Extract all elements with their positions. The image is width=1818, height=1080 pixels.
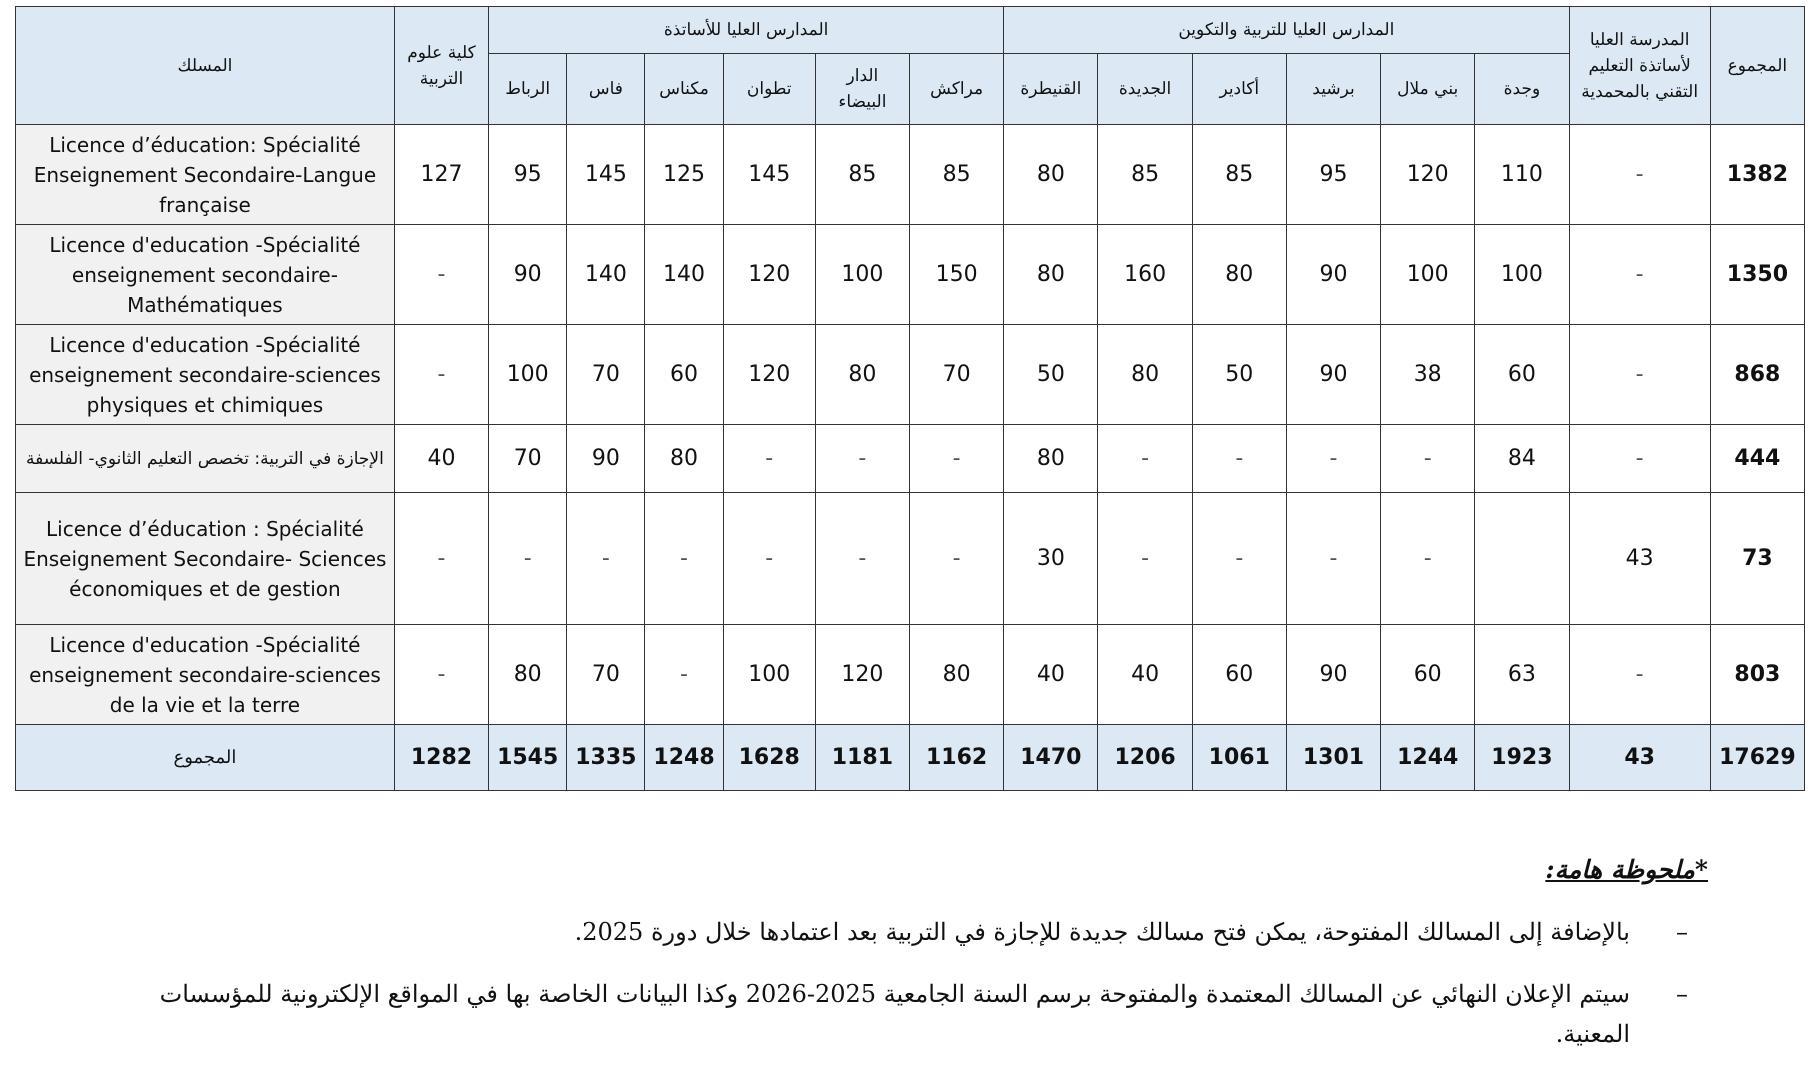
cell-ensef: 100 — [1381, 225, 1475, 325]
cell-ensef: 110 — [1475, 125, 1569, 225]
cell-ensef: 80 — [1004, 125, 1098, 225]
sum-ensef: 1923 — [1475, 725, 1569, 791]
header-city: مراكش — [910, 54, 1004, 125]
cell-faculty: 40 — [394, 425, 488, 493]
cell-ens: 70 — [567, 325, 645, 425]
sum-ens: 1335 — [567, 725, 645, 791]
cell-mohammedia: - — [1569, 625, 1710, 725]
cell-mohammedia: - — [1569, 125, 1710, 225]
cell-ens: - — [489, 493, 567, 625]
cell-ens: 70 — [910, 325, 1004, 425]
cell-ens: - — [645, 493, 723, 625]
cell-ensef: 60 — [1192, 625, 1286, 725]
cell-ens: - — [910, 493, 1004, 625]
header-city: الدار البيضاء — [815, 54, 909, 125]
header-city: أكادير — [1192, 54, 1286, 125]
cell-faculty: - — [394, 225, 488, 325]
sum-faculty: 1282 — [394, 725, 488, 791]
header-city: تطوان — [723, 54, 815, 125]
cell-ens: 95 — [489, 125, 567, 225]
cell-faculty: - — [394, 625, 488, 725]
header-city: وجدة — [1475, 54, 1569, 125]
cell-path: Licence d’éducation : Spécialité Enseignement Secondaire- Sciences économiques et de gestion — [16, 493, 395, 625]
cell-ens: - — [815, 425, 909, 493]
header-mohammedia-school: المدرسة العليا لأساتذة التعليم التقني بالمحمدية — [1569, 7, 1710, 125]
cell-mohammedia: 43 — [1569, 493, 1710, 625]
sum-label: المجموع — [16, 725, 395, 791]
cell-ensef: 100 — [1475, 225, 1569, 325]
cell-ensef: - — [1381, 425, 1475, 493]
sum-ensef: 1206 — [1098, 725, 1192, 791]
cell-ens: 100 — [815, 225, 909, 325]
cell-ens: 85 — [910, 125, 1004, 225]
header-city: بني ملال — [1381, 54, 1475, 125]
row-total: 1350 — [1710, 225, 1804, 325]
cell-ens: 145 — [567, 125, 645, 225]
sum-row — [16, 725, 1805, 791]
cell-ens: 70 — [567, 625, 645, 725]
cell-mohammedia: - — [1569, 425, 1710, 493]
cell-ensef: 30 — [1004, 493, 1098, 625]
cell-ensef: - — [1381, 493, 1475, 625]
cell-mohammedia: - — [1569, 225, 1710, 325]
sum-ensef: 1244 — [1381, 725, 1475, 791]
cell-ens: - — [815, 493, 909, 625]
sum-ens: 1545 — [489, 725, 567, 791]
table-row — [16, 325, 1805, 425]
header-path: المسلك — [16, 7, 395, 125]
cell-faculty: - — [394, 325, 488, 425]
header-ensef-group: المدارس العليا للتربية والتكوين — [1004, 7, 1569, 54]
row-total: 868 — [1710, 325, 1804, 425]
sum-total: 17629 — [1710, 725, 1804, 791]
table-row — [16, 493, 1805, 625]
cell-ensef: 80 — [1098, 325, 1192, 425]
cell-ens: - — [723, 493, 815, 625]
sum-ens: 1248 — [645, 725, 723, 791]
header-city: مكناس — [645, 54, 723, 125]
note-item — [88, 912, 1688, 952]
cell-ensef: - — [1098, 425, 1192, 493]
cell-ensef: 60 — [1381, 625, 1475, 725]
sum-ensef: 1470 — [1004, 725, 1098, 791]
cell-ensef: - — [1098, 493, 1192, 625]
cell-ensef: 85 — [1192, 125, 1286, 225]
note-text: بالإضافة إلى المسالك المفتوحة، يمكن فتح مسالك جديدة للإجازة في التربية بعد اعتمادها خلال دورة 2025. — [574, 918, 1630, 946]
sum-ens: 1628 — [723, 725, 815, 791]
cell-ens: 100 — [489, 325, 567, 425]
cell-path: الإجازة في التربية: تخصص التعليم الثانوي- الفلسفة — [16, 425, 395, 493]
header-total: المجموع — [1710, 7, 1804, 125]
header-city: الجديدة — [1098, 54, 1192, 125]
cell-path: Licence d’éducation: Spécialité Enseignement Secondaire-Langue française — [16, 125, 395, 225]
sum-ensef: 1061 — [1192, 725, 1286, 791]
header-city: فاس — [567, 54, 645, 125]
sum-mohammedia: 43 — [1569, 725, 1710, 791]
cell-ensef: - — [1286, 493, 1380, 625]
cell-ens: 80 — [489, 625, 567, 725]
header-row-groups — [16, 7, 1805, 54]
row-total: 444 — [1710, 425, 1804, 493]
cell-ens: 140 — [645, 225, 723, 325]
bullet: – — [1676, 980, 1688, 1008]
row-total: 1382 — [1710, 125, 1804, 225]
cell-ens: - — [645, 625, 723, 725]
cell-ens: 90 — [567, 425, 645, 493]
cell-ens: - — [723, 425, 815, 493]
cell-path: Licence d'education -Spécialité enseignement secondaire-sciences de la vie et la terre — [16, 625, 395, 725]
cell-ens: 100 — [723, 625, 815, 725]
cell-ensef: 80 — [1004, 225, 1098, 325]
header-faculty: كلية علوم التربية — [394, 7, 488, 125]
cell-ensef: 160 — [1098, 225, 1192, 325]
cell-ensef: - — [1192, 425, 1286, 493]
table-row — [16, 125, 1805, 225]
cell-ens: 60 — [645, 325, 723, 425]
cell-ensef: - — [1286, 425, 1380, 493]
cell-ensef: 50 — [1004, 325, 1098, 425]
cell-ensef — [1475, 493, 1569, 625]
cell-ens: 120 — [815, 625, 909, 725]
cell-ens: 120 — [723, 325, 815, 425]
cell-ensef: 60 — [1475, 325, 1569, 425]
cell-ensef: 95 — [1286, 125, 1380, 225]
cell-ens: 125 — [645, 125, 723, 225]
cell-ensef: 40 — [1004, 625, 1098, 725]
cell-ensef: 80 — [1192, 225, 1286, 325]
cell-path: Licence d'education -Spécialité enseignement secondaire-Mathématiques — [16, 225, 395, 325]
cell-ensef: 90 — [1286, 625, 1380, 725]
cell-ens: 150 — [910, 225, 1004, 325]
cell-faculty: 127 — [394, 125, 488, 225]
sum-ens: 1181 — [815, 725, 909, 791]
cell-ensef: 40 — [1098, 625, 1192, 725]
table-row — [16, 425, 1805, 493]
cell-ensef: 120 — [1381, 125, 1475, 225]
cell-ensef: 63 — [1475, 625, 1569, 725]
cell-ensef: 38 — [1381, 325, 1475, 425]
cell-ensef: 90 — [1286, 325, 1380, 425]
cell-ens: 145 — [723, 125, 815, 225]
notes-section — [88, 850, 1708, 1076]
cell-ens: 70 — [489, 425, 567, 493]
note-text: سيتم الإعلان النهائي عن المسالك المعتمدة والمفتوحة برسم السنة الجامعية 2025-2026 وكذا البيانات الخاصة بها في المواقع الإلكترونية للمؤسسات المعنية. — [159, 980, 1630, 1048]
cell-ens: 120 — [723, 225, 815, 325]
note-item — [88, 974, 1688, 1054]
cell-ensef: 80 — [1004, 425, 1098, 493]
cell-ensef: 90 — [1286, 225, 1380, 325]
cell-ensef: 50 — [1192, 325, 1286, 425]
cell-ens: - — [910, 425, 1004, 493]
cell-ens: 80 — [645, 425, 723, 493]
table-row — [16, 625, 1805, 725]
cell-ens: - — [567, 493, 645, 625]
notes-title: *ملحوظة هامة: — [1545, 855, 1708, 884]
sum-ens: 1162 — [910, 725, 1004, 791]
seats-table — [15, 6, 1805, 791]
cell-path: Licence d'education -Spécialité enseignement secondaire-sciences physiques et chimiques — [16, 325, 395, 425]
cell-ensef: 84 — [1475, 425, 1569, 493]
cell-ensef: 85 — [1098, 125, 1192, 225]
cell-faculty: - — [394, 493, 488, 625]
cell-mohammedia: - — [1569, 325, 1710, 425]
sum-ensef: 1301 — [1286, 725, 1380, 791]
header-city: الرباط — [489, 54, 567, 125]
row-total: 803 — [1710, 625, 1804, 725]
cell-ens: 90 — [489, 225, 567, 325]
row-total: 73 — [1710, 493, 1804, 625]
cell-ens: 80 — [910, 625, 1004, 725]
cell-ens: 80 — [815, 325, 909, 425]
table-row — [16, 225, 1805, 325]
header-city: برشيد — [1286, 54, 1380, 125]
header-city: القنيطرة — [1004, 54, 1098, 125]
cell-ensef: - — [1192, 493, 1286, 625]
cell-ens: 140 — [567, 225, 645, 325]
cell-ens: 85 — [815, 125, 909, 225]
header-ens-group: المدارس العليا للأساتذة — [489, 7, 1004, 54]
bullet: – — [1676, 918, 1688, 946]
